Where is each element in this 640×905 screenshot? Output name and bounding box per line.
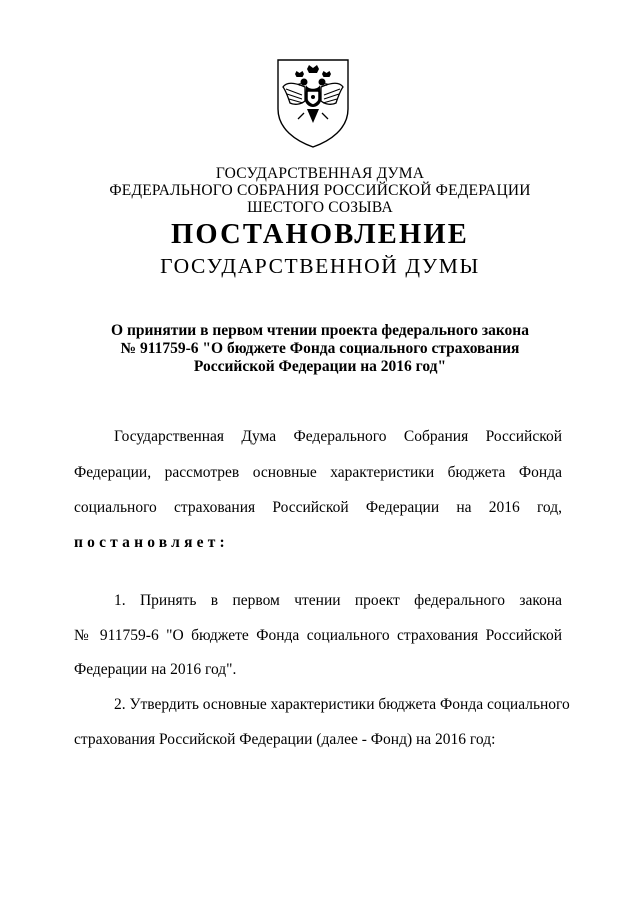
- document-type-subtitle: ГОСУДАРСТВЕННОЙ ДУМЫ: [160, 254, 480, 278]
- preamble-line-1: Государственная Дума Федерального Собрания Российской: [114, 428, 562, 445]
- document-type-title: ПОСТАНОВЛЕНИЕ: [171, 219, 469, 250]
- item-1-line-2: № 911759-6 "О бюджете Фонда социального страхования Российской: [74, 627, 562, 644]
- item-2-line-2: страхования Российской Федерации (далее - Фонд) на 2016 год:: [74, 731, 496, 748]
- item-1-line-1: 1. Принять в первом чтении проект федерального закона: [114, 592, 562, 609]
- resolves-word: постановляет:: [74, 534, 229, 551]
- item-1-line-3: Федерации на 2016 год".: [74, 661, 237, 678]
- subject-line-2: № 911759-6 "О бюджете Фонда социального страхования: [120, 340, 520, 357]
- subject-line-3: Российской Федерации на 2016 год": [193, 358, 447, 375]
- preamble-line-3: социального страхования Российской Федерации на 2016 год,: [74, 499, 562, 516]
- coat-of-arms-emblem: [274, 57, 352, 149]
- subject-line-1: О принятии в первом чтении проекта федерального закона: [111, 322, 529, 339]
- item-2-line-1: 2. Утвердить основные характеристики бюджета Фонда социального: [114, 696, 570, 713]
- preamble-line-2: Федерации, рассмотрев основные характеристики бюджета Фонда: [74, 464, 562, 481]
- org-line-convocation: ШЕСТОГО СОЗЫВА: [247, 199, 393, 216]
- org-line-federal-assembly: ФЕДЕРАЛЬНОГО СОБРАНИЯ РОССИЙСКОЙ ФЕДЕРАЦИИ: [109, 182, 531, 199]
- org-line-duma: ГОСУДАРСТВЕННАЯ ДУМА: [215, 165, 425, 182]
